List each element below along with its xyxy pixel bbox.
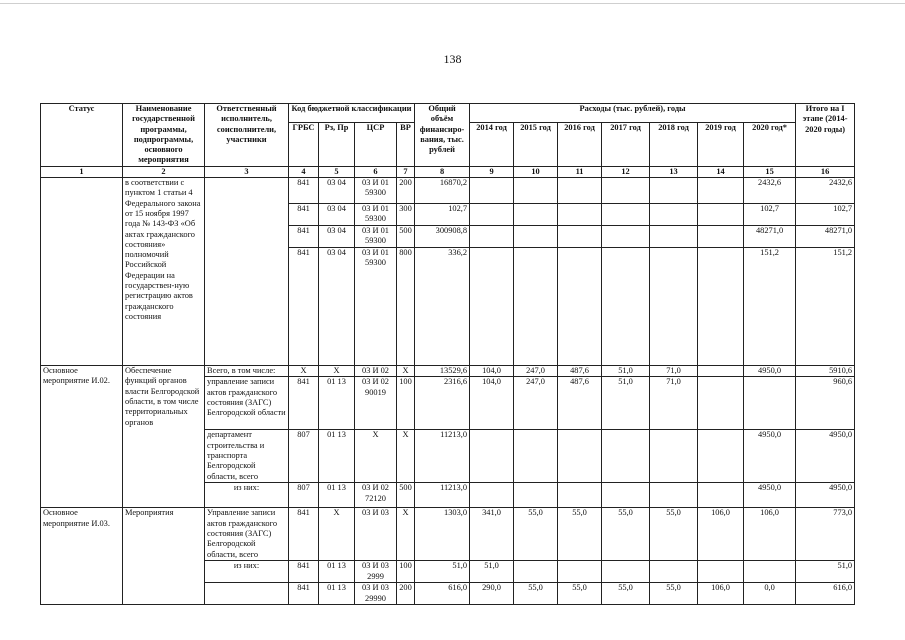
header-year-2015: 2015 год — [514, 123, 558, 167]
column-number-row — [41, 166, 855, 177]
year-cell-2018 — [650, 226, 698, 248]
total-cell: 2316,6 — [415, 377, 470, 430]
year-cell-2017: 51,0 — [602, 366, 650, 377]
rz-pr-cell: 03 04 — [319, 178, 355, 204]
header-year-2018: 2018 год — [650, 123, 698, 167]
year-cell-2019 — [698, 483, 744, 508]
csr-cell: 03 И 03 — [355, 508, 397, 561]
year-cell-2019: 106,0 — [698, 508, 744, 561]
total-cell: 1303,0 — [415, 508, 470, 561]
table-row — [41, 366, 855, 377]
year-cell-2017 — [602, 561, 650, 583]
year-cell-2018 — [650, 204, 698, 226]
header-vr: ВР — [397, 123, 415, 167]
year-cell-2018: 55,0 — [650, 508, 698, 561]
column-number: 12 — [602, 166, 650, 177]
table-row — [41, 508, 855, 561]
column-number: 16 — [796, 166, 855, 177]
header-total: Общий объём финансиро-вания, тыс. рублей — [415, 104, 470, 167]
total-cell: 616,0 — [415, 583, 470, 605]
column-number: 15 — [744, 166, 796, 177]
year-cell-2017 — [602, 226, 650, 248]
budget-table — [40, 103, 855, 605]
year-cell-2019 — [698, 248, 744, 366]
year-cell-2014 — [470, 204, 514, 226]
grbs-cell: 841 — [289, 178, 319, 204]
year-cell-2019 — [698, 204, 744, 226]
header-year-2016: 2016 год — [558, 123, 602, 167]
year-cell-2015 — [514, 204, 558, 226]
total-cell: 11213,0 — [415, 430, 470, 483]
status-cell — [41, 178, 123, 366]
executor-cell: из них: — [205, 561, 289, 583]
grbs-cell: 841 — [289, 583, 319, 605]
stage-total-cell: 102,7 — [796, 204, 855, 226]
csr-cell: X — [355, 430, 397, 483]
stage-total-cell: 4950,0 — [796, 430, 855, 483]
year-cell-2019 — [698, 226, 744, 248]
year-cell-2019 — [698, 377, 744, 430]
year-cell-2019 — [698, 178, 744, 204]
header-executor: Ответственный исполнитель, соисполнители, участники — [205, 104, 289, 167]
vr-cell: 500 — [397, 226, 415, 248]
year-cell-2017 — [602, 178, 650, 204]
grbs-cell: 807 — [289, 483, 319, 508]
year-cell-2017: 55,0 — [602, 583, 650, 605]
year-cell-2018 — [650, 248, 698, 366]
executor-cell — [205, 583, 289, 605]
year-cell-2018: 71,0 — [650, 366, 698, 377]
vr-cell: 200 — [397, 583, 415, 605]
csr-cell: 03 И 03 2999 — [355, 561, 397, 583]
header-row-1 — [41, 104, 855, 123]
grbs-cell: 841 — [289, 508, 319, 561]
year-cell-2014: 104,0 — [470, 366, 514, 377]
vr-cell: 100 — [397, 561, 415, 583]
csr-cell: 03 И 01 59300 — [355, 226, 397, 248]
year-cell-2016 — [558, 248, 602, 366]
table-body — [41, 104, 855, 605]
year-cell-2019 — [698, 561, 744, 583]
program-name-cell: в соответствии с пунктом 1 статьи 4 Федерального закона от 15 ноября 1997 года № 143-ФЗ «Об актах гражданского состояния» полномочий Российской Федерации на государствен-ную регистрацию актов гражданского состояния — [123, 178, 205, 366]
vr-cell: 200 — [397, 178, 415, 204]
page-number: 138 — [443, 52, 462, 66]
rz-pr-cell: 01 13 — [319, 430, 355, 483]
header-grbs: ГРБС — [289, 123, 319, 167]
year-cell-2018: 55,0 — [650, 583, 698, 605]
column-number: 13 — [650, 166, 698, 177]
header-year-2017: 2017 год — [602, 123, 650, 167]
executor-cell: Всего, в том числе: — [205, 366, 289, 377]
year-cell-2020: 151,2 — [744, 248, 796, 366]
year-cell-2016 — [558, 430, 602, 483]
executor-cell: Управление записи актов гражданского состояния (ЗАГС) Белгородской области, всего — [205, 508, 289, 561]
grbs-cell: X — [289, 366, 319, 377]
rz-pr-cell: X — [319, 508, 355, 561]
stage-total-cell: 616,0 — [796, 583, 855, 605]
header-rz-pr: Рз, Пр — [319, 123, 355, 167]
status-cell: Основное мероприятие И.03. — [41, 508, 123, 605]
year-cell-2019: 106,0 — [698, 583, 744, 605]
year-cell-2020 — [744, 561, 796, 583]
year-cell-2014: 290,0 — [470, 583, 514, 605]
year-cell-2014 — [470, 430, 514, 483]
year-cell-2020: 2432,6 — [744, 178, 796, 204]
column-number: 10 — [514, 166, 558, 177]
column-number: 1 — [41, 166, 123, 177]
column-number: 4 — [289, 166, 319, 177]
rz-pr-cell: 01 13 — [319, 561, 355, 583]
vr-cell: 800 — [397, 248, 415, 366]
executor-cell — [205, 178, 289, 366]
year-cell-2019 — [698, 366, 744, 377]
year-cell-2020: 48271,0 — [744, 226, 796, 248]
csr-cell: 03 И 02 90019 — [355, 377, 397, 430]
year-cell-2017 — [602, 204, 650, 226]
csr-cell: 03 И 02 — [355, 366, 397, 377]
year-cell-2014 — [470, 226, 514, 248]
status-cell: Основное мероприятие И.02. — [41, 366, 123, 508]
header-stage-total: Итого на I этапе (2014-2020 годы) — [796, 104, 855, 167]
csr-cell: 03 И 01 59300 — [355, 248, 397, 366]
grbs-cell: 841 — [289, 248, 319, 366]
vr-cell: 300 — [397, 204, 415, 226]
rz-pr-cell: 01 13 — [319, 483, 355, 508]
year-cell-2015: 55,0 — [514, 583, 558, 605]
csr-cell: 03 И 01 59300 — [355, 204, 397, 226]
year-cell-2020: 106,0 — [744, 508, 796, 561]
grbs-cell: 841 — [289, 377, 319, 430]
year-cell-2015 — [514, 483, 558, 508]
year-cell-2015: 247,0 — [514, 377, 558, 430]
year-cell-2016 — [558, 226, 602, 248]
column-number: 14 — [698, 166, 744, 177]
year-cell-2015 — [514, 561, 558, 583]
year-cell-2020: 102,7 — [744, 204, 796, 226]
year-cell-2017: 55,0 — [602, 508, 650, 561]
year-cell-2015 — [514, 248, 558, 366]
grbs-cell: 807 — [289, 430, 319, 483]
executor-cell: департамент строительства и транспорта Белгородской области, всего — [205, 430, 289, 483]
program-name-cell: Мероприятия — [123, 508, 205, 605]
vr-cell: X — [397, 430, 415, 483]
column-number: 6 — [355, 166, 397, 177]
year-cell-2015 — [514, 226, 558, 248]
year-cell-2016 — [558, 483, 602, 508]
year-cell-2016: 55,0 — [558, 583, 602, 605]
header-year-2020: 2020 год* — [744, 123, 796, 167]
vr-cell: X — [397, 366, 415, 377]
rz-pr-cell: 03 04 — [319, 226, 355, 248]
year-cell-2017: 51,0 — [602, 377, 650, 430]
scan-top-edge — [0, 3, 905, 4]
year-cell-2019 — [698, 430, 744, 483]
year-cell-2017 — [602, 483, 650, 508]
vr-cell: 500 — [397, 483, 415, 508]
stage-total-cell: 960,6 — [796, 377, 855, 430]
vr-cell: 100 — [397, 377, 415, 430]
column-number: 11 — [558, 166, 602, 177]
stage-total-cell: 151,2 — [796, 248, 855, 366]
total-cell: 13529,6 — [415, 366, 470, 377]
year-cell-2020: 4950,0 — [744, 483, 796, 508]
year-cell-2016: 55,0 — [558, 508, 602, 561]
csr-cell: 03 И 03 29990 — [355, 583, 397, 605]
year-cell-2018: 71,0 — [650, 377, 698, 430]
year-cell-2018 — [650, 430, 698, 483]
year-cell-2020 — [744, 377, 796, 430]
column-number: 7 — [397, 166, 415, 177]
stage-total-cell: 5910,6 — [796, 366, 855, 377]
program-name-cell: Обеспечение функций органов власти Белгородской области, в том числе территориальных органов — [123, 366, 205, 508]
year-cell-2018 — [650, 483, 698, 508]
year-cell-2015 — [514, 178, 558, 204]
year-cell-2015 — [514, 430, 558, 483]
year-cell-2018 — [650, 561, 698, 583]
total-cell: 16870,2 — [415, 178, 470, 204]
year-cell-2015: 247,0 — [514, 366, 558, 377]
header-year-2019: 2019 год — [698, 123, 744, 167]
executor-cell: из них: — [205, 483, 289, 508]
header-status: Статус — [41, 104, 123, 167]
year-cell-2014: 51,0 — [470, 561, 514, 583]
year-cell-2020: 0,0 — [744, 583, 796, 605]
stage-total-cell: 48271,0 — [796, 226, 855, 248]
stage-total-cell: 2432,6 — [796, 178, 855, 204]
year-cell-2017 — [602, 248, 650, 366]
year-cell-2017 — [602, 430, 650, 483]
header-year-2014: 2014 год — [470, 123, 514, 167]
header-program-name: Наименование государственной программы, подпрограммы, основного мероприятия — [123, 104, 205, 167]
grbs-cell: 841 — [289, 204, 319, 226]
year-cell-2018 — [650, 178, 698, 204]
total-cell: 102,7 — [415, 204, 470, 226]
column-number: 8 — [415, 166, 470, 177]
year-cell-2016 — [558, 561, 602, 583]
column-number: 9 — [470, 166, 514, 177]
year-cell-2014: 104,0 — [470, 377, 514, 430]
csr-cell: 03 И 02 72120 — [355, 483, 397, 508]
year-cell-2016: 487,6 — [558, 366, 602, 377]
year-cell-2014: 341,0 — [470, 508, 514, 561]
year-cell-2015: 55,0 — [514, 508, 558, 561]
grbs-cell: 841 — [289, 226, 319, 248]
total-cell: 336,2 — [415, 248, 470, 366]
column-number: 3 — [205, 166, 289, 177]
csr-cell: 03 И 01 59300 — [355, 178, 397, 204]
total-cell: 51,0 — [415, 561, 470, 583]
column-number: 5 — [319, 166, 355, 177]
column-number: 2 — [123, 166, 205, 177]
rz-pr-cell: 03 04 — [319, 248, 355, 366]
year-cell-2016 — [558, 178, 602, 204]
rz-pr-cell: X — [319, 366, 355, 377]
header-csr: ЦСР — [355, 123, 397, 167]
header-budget-code: Код бюджетной классификации — [289, 104, 415, 123]
year-cell-2014 — [470, 483, 514, 508]
rz-pr-cell: 03 04 — [319, 204, 355, 226]
grbs-cell: 841 — [289, 561, 319, 583]
year-cell-2014 — [470, 178, 514, 204]
table-row — [41, 178, 855, 204]
year-cell-2020: 4950,0 — [744, 366, 796, 377]
total-cell: 11213,0 — [415, 483, 470, 508]
year-cell-2020: 4950,0 — [744, 430, 796, 483]
header-expenses: Расходы (тыс. рублей), годы — [470, 104, 796, 123]
total-cell: 300908,8 — [415, 226, 470, 248]
year-cell-2014 — [470, 248, 514, 366]
stage-total-cell: 773,0 — [796, 508, 855, 561]
vr-cell: X — [397, 508, 415, 561]
executor-cell: управление записи актов гражданского состояния (ЗАГС) Белгородской области — [205, 377, 289, 430]
stage-total-cell: 51,0 — [796, 561, 855, 583]
stage-total-cell: 4950,0 — [796, 483, 855, 508]
year-cell-2016 — [558, 204, 602, 226]
rz-pr-cell: 01 13 — [319, 583, 355, 605]
year-cell-2016: 487,6 — [558, 377, 602, 430]
rz-pr-cell: 01 13 — [319, 377, 355, 430]
